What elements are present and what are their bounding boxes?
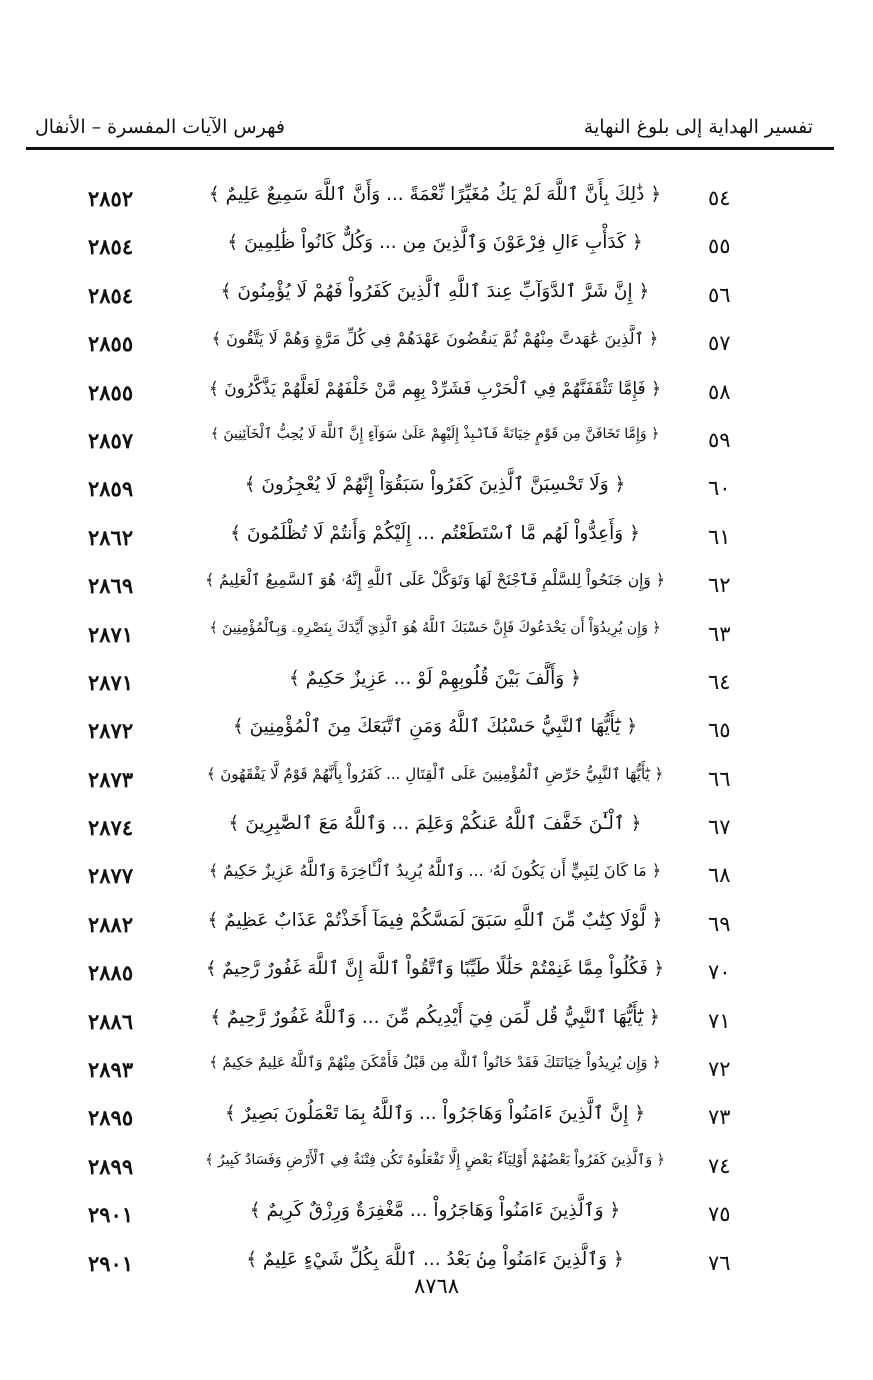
list-item — [0, 370, 873, 418]
verse-text: ﴿ وَأَلَّفَ بَيْنَ قُلُوبِهِمْ لَوْ ... عَزِيزٌ حَكِيمٌ ﴾ — [289, 667, 581, 689]
verse-number: ٦٨ — [708, 863, 731, 888]
list-item — [0, 418, 873, 466]
page-reference: ٢٨٧١ — [88, 621, 134, 647]
list-item — [0, 999, 873, 1047]
verse-number: ٧٦ — [708, 1250, 731, 1275]
page-reference: ٢٨٥٧ — [88, 427, 134, 453]
verse-number: ٧٢ — [708, 1057, 731, 1082]
verse-text: ﴿ وَإِمَّا تَخَافَنَّ مِن قَوْمٍ خِيَانَةً فَٱنۢبِذْ إِلَيْهِمْ عَلَىٰ سَوَآءٍ إِنَّ ٱللَّهَ لَا يُحِبُّ ٱلْخَآئِنِينَ ﴾ — [210, 425, 660, 442]
list-item — [0, 902, 873, 950]
page-reference: ٢٨٥٤ — [88, 234, 134, 260]
verse-text: ﴿ وَإِن جَنَحُواْ لِلسَّلْمِ فَٱجْنَحْ لَهَا وَتَوَكَّلْ عَلَى ٱللَّهِ إِنَّهُۥ هُوَ ٱلسَّمِيعُ ٱلْعَلِيمُ ﴾ — [205, 571, 665, 590]
verse-number: ٧٥ — [708, 1202, 731, 1227]
verse-number: ٦٩ — [708, 911, 731, 936]
list-item — [0, 1095, 873, 1143]
header-rule — [26, 147, 834, 150]
verse-text: ﴿ لَّوْلَا كِتَٰبٌ مِّنَ ٱللَّهِ سَبَقَ لَمَسَّكُمْ فِيمَآ أَخَذْتُمْ عَذَابٌ عَظِيمٌ ﴾ — [207, 909, 663, 931]
verse-text: ﴿ يَٰٓأَيُّهَا ٱلنَّبِيُّ حَرِّضِ ٱلْمُؤْمِنِينَ عَلَى ٱلْقِتَالِ ... كَفَرُواْ بِأَنَّهُمْ قَوْمٌ لَّا يَفْقَهُونَ ﴾ — [206, 764, 664, 783]
verse-text: ﴿ وَإِن يُرِيدُواْ خِيَانَتَكَ فَقَدْ خَانُواْ ٱللَّهَ مِن قَبْلُ فَأَمْكَنَ مِنْهُمْ وَٱللَّهُ عَلِيمٌ حَكِيمٌ ﴾ — [209, 1055, 661, 1072]
page-reference: ٢٨٨٥ — [88, 960, 134, 986]
list-item — [0, 1192, 873, 1240]
verse-number: ٥٤ — [708, 186, 731, 210]
verse-number: ٧٤ — [708, 1153, 731, 1178]
list-item — [0, 950, 873, 998]
page-reference: ٢٨٦٩ — [88, 573, 134, 599]
verse-text: ﴿ وَٱلَّذِينَ ءَامَنُواْ مِنۢ بَعْدُ ... ٱللَّهَ بِكُلِّ شَيْءٍ عَلِيمٌ ﴾ — [246, 1248, 624, 1270]
list-item — [0, 612, 873, 660]
verse-number: ٦٢ — [708, 573, 731, 598]
page-reference: ٢٩٠١ — [88, 1202, 134, 1228]
verse-text: ﴿ فَكُلُواْ مِمَّا غَنِمْتُمْ حَلَٰلًا طَيِّبًا وَٱتَّقُواْ ٱللَّهَ إِنَّ ٱللَّهَ غَفُورٌ رَّحِيمٌ ﴾ — [205, 958, 665, 980]
running-header — [0, 108, 873, 148]
list-item — [0, 757, 873, 805]
verse-number: ٦٧ — [708, 815, 731, 840]
page-reference: ٢٨٧٣ — [88, 766, 134, 792]
verse-number: ٦٣ — [708, 621, 731, 646]
page-reference: ٢٨٧٤ — [88, 815, 134, 841]
verse-text: ﴿ وَلَا تَحْسِبَنَّ ٱلَّذِينَ كَفَرُواْ سَبَقُوٓاْ إِنَّهُمْ لَا يُعْجِزُونَ ﴾ — [244, 474, 626, 496]
verse-number: ٦٠ — [708, 476, 731, 501]
page-number: ٨٧٦٨ — [413, 1274, 460, 1298]
list-item — [0, 224, 873, 272]
verse-number: ٥٧ — [708, 331, 731, 356]
page-reference: ٢٨٥٩ — [88, 476, 134, 502]
verse-text: ﴿ وَٱلَّذِينَ كَفَرُواْ بَعْضُهُمْ أَوْلِيَآءُ بَعْضٍ إِلَّا تَفْعَلُوهُ تَكُن فِتْنَةٌ فِي ٱلْأَرْضِ وَفَسَادٌ كَبِيرٌ ﴾ — [205, 1151, 665, 1168]
list-item — [0, 853, 873, 901]
verse-text: ﴿ وَٱلَّذِينَ ءَامَنُواْ وَهَاجَرُواْ ... مَّغْفِرَةٌ وَرِزْقٌ كَرِيمٌ ﴾ — [249, 1200, 621, 1222]
verse-text: ﴿ ٱلْـَٰٔنَ خَفَّفَ ٱللَّهُ عَنكُمْ وَعَلِمَ ... وَٱللَّهُ مَعَ ٱلصَّٰبِرِينَ ﴾ — [228, 813, 642, 835]
verse-text: ﴿ يَٰٓأَيُّهَا ٱلنَّبِيُّ حَسْبُكَ ٱللَّهُ وَمَنِ ٱتَّبَعَكَ مِنَ ٱلْمُؤْمِنِينَ ﴾ — [232, 716, 638, 738]
verse-number: ٦٥ — [708, 718, 731, 743]
verse-text: ﴿ ٱلَّذِينَ عَٰهَدتَّ مِنْهُمْ ثُمَّ يَنقُضُونَ عَهْدَهُمْ فِي كُلِّ مَرَّةٍ وَهُمْ لَا يَتَّقُونَ ﴾ — [211, 329, 659, 349]
book-title: تفسير الهداية إلى بلوغ النهاية — [583, 116, 813, 138]
verse-number: ٧٠ — [708, 960, 731, 985]
page-reference: ٢٨٩٩ — [88, 1153, 134, 1179]
verse-text: ﴿ وَإِن يُرِيدُوٓاْ أَن يَخْدَعُوكَ فَإِنَّ حَسْبَكَ ٱللَّهُ هُوَ ٱلَّذِيٓ أَيَّدَكَ بِنَصْرِهِۦ وَبِٱلْمُؤْمِنِينَ ﴾ — [209, 619, 661, 636]
page-reference: ٢٨٥٥ — [88, 331, 134, 357]
verse-number: ٦١ — [708, 524, 731, 549]
page-reference: ٢٨٩٥ — [88, 1105, 134, 1131]
page-reference: ٢٨٨٦ — [88, 1008, 134, 1034]
verse-text: ﴿ مَا كَانَ لِنَبِيٍّ أَن يَكُونَ لَهُۥ ... وَٱللَّهُ يُرِيدُ ٱلْـَٔاخِرَةَ وَٱللَّهُ عَزِيزٌ حَكِيمٌ ﴾ — [208, 861, 662, 881]
list-item — [0, 176, 873, 224]
verse-number: ٥٦ — [708, 282, 731, 307]
page-reference: ٢٩٠١ — [88, 1250, 134, 1276]
verse-number: ٥٥ — [708, 234, 731, 259]
verse-text: ﴿ إِنَّ ٱلَّذِينَ ءَامَنُواْ وَهَاجَرُواْ ... وَٱللَّهُ بِمَا تَعْمَلُونَ بَصِيرٌ ﴾ — [224, 1103, 646, 1125]
verse-index-list — [0, 176, 873, 1289]
verse-text: ﴿ وَأَعِدُّواْ لَهُم مَّا ٱسْتَطَعْتُم ... إِلَيْكُمْ وَأَنتُمْ لَا تُظْلَمُونَ ﴾ — [230, 522, 640, 544]
list-item — [0, 466, 873, 514]
list-item — [0, 563, 873, 611]
page-reference: ٢٨٥٢ — [88, 186, 134, 211]
page-reference: ٢٨٨٢ — [88, 911, 134, 937]
verse-number: ٧٣ — [708, 1105, 731, 1130]
verse-text: ﴿ ذَٰلِكَ بِأَنَّ ٱللَّهَ لَمْ يَكُ مُغَيِّرًا نِّعْمَةً ... وَأَنَّ ٱللَّهَ سَمِيعٌ عَلِيمٌ ﴾ — [208, 184, 662, 205]
list-item — [0, 515, 873, 563]
verse-text: ﴿ إِنَّ شَرَّ ٱلدَّوَآبِّ عِندَ ٱللَّهِ ٱلَّذِينَ كَفَرُواْ فَهُمْ لَا يُؤْمِنُونَ ﴾ — [220, 280, 650, 302]
list-item — [0, 321, 873, 369]
verse-number: ٦٦ — [708, 766, 731, 791]
list-item — [0, 273, 873, 321]
verse-number: ٧١ — [708, 1008, 731, 1033]
page-reference: ٢٨٧٧ — [88, 863, 134, 889]
list-item — [0, 660, 873, 708]
list-item — [0, 805, 873, 853]
page-reference: ٢٨٩٣ — [88, 1057, 134, 1083]
list-item — [0, 1144, 873, 1192]
verse-text: ﴿ فَإِمَّا تَثْقَفَنَّهُمْ فِي ٱلْحَرْبِ فَشَرِّدْ بِهِم مَّنْ خَلْفَهُمْ لَعَلَّهُمْ يَذَّكَّرُونَ ﴾ — [208, 378, 662, 399]
page-reference: ٢٨٥٤ — [88, 282, 134, 308]
list-item — [0, 1047, 873, 1095]
verse-number: ٦٤ — [708, 669, 731, 694]
section-title: فهرس الآيات المفسرة – الأنفال — [35, 116, 285, 138]
page-reference: ٢٨٥٥ — [88, 379, 134, 405]
verse-number: ٥٩ — [708, 427, 731, 452]
verse-text: ﴿ كَدَأْبِ ءَالِ فِرْعَوْنَ وَٱلَّذِينَ مِن ... وَكُلٌّ كَانُواْ ظَٰلِمِينَ ﴾ — [227, 232, 643, 254]
page-reference: ٢٨٧٢ — [88, 718, 134, 744]
verse-text: ﴿ يَٰٓأَيُّهَا ٱلنَّبِيُّ قُل لِّمَن فِيٓ أَيْدِيكُم مِّنَ ... وَٱللَّهُ غَفُورٌ رَّحِيمٌ ﴾ — [210, 1006, 660, 1028]
page-reference: ٢٨٦٢ — [88, 524, 134, 550]
verse-number: ٥٨ — [708, 379, 731, 404]
list-item — [0, 708, 873, 756]
page-reference: ٢٨٧١ — [88, 669, 134, 695]
